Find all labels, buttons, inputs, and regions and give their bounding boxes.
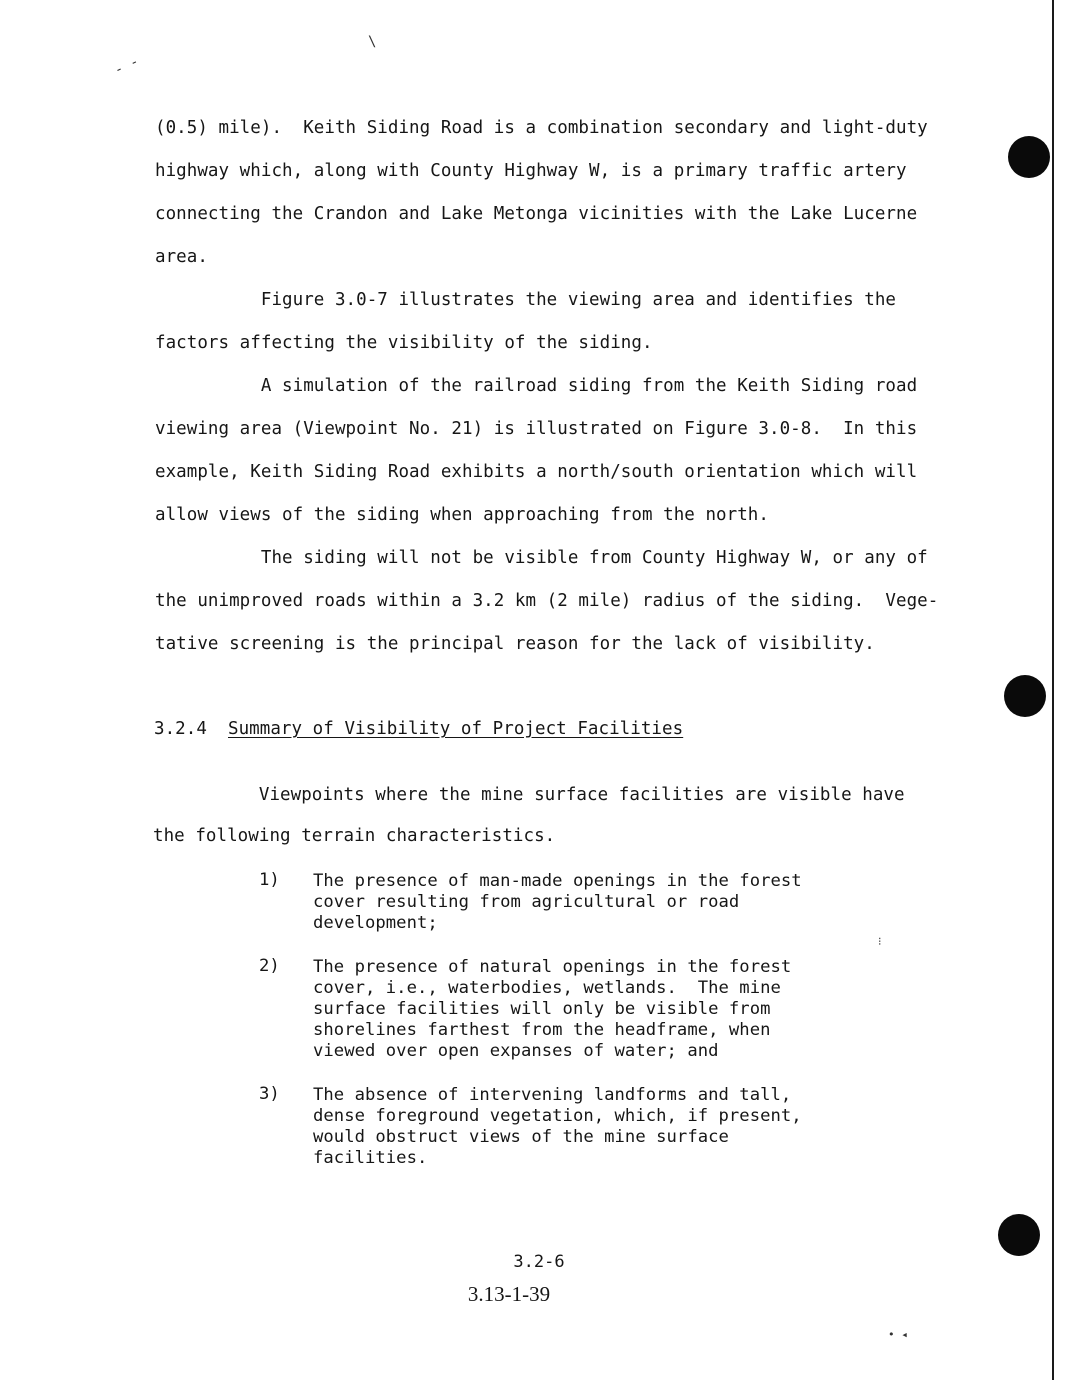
text-line: The presence of natural openings in the forest xyxy=(313,957,792,977)
text-line: dense foreground vegetation, which, if present, xyxy=(313,1106,802,1126)
text-line: The presence of man-made openings in the forest xyxy=(313,871,802,891)
text-line: the unimproved roads within a 3.2 km (2 mile) radius of the siding. Vege- xyxy=(155,591,939,611)
page-edge-line xyxy=(1052,0,1054,1380)
document-number: 3.13-1-39 xyxy=(467,1282,551,1306)
text-line: The absence of intervening landforms and tall, xyxy=(313,1085,792,1105)
text-line: A simulation of the railroad siding from the Keith Siding road xyxy=(155,376,918,396)
section-title: Summary of Visibility of Project Facilities xyxy=(228,719,684,739)
text-line: development; xyxy=(313,913,438,933)
text-line: (0.5) mile). Keith Siding Road is a combination secondary and light-duty xyxy=(155,118,928,138)
text-line: factors affecting the visibility of the siding. xyxy=(155,333,653,353)
punch-hole-top xyxy=(1008,136,1050,178)
page-number: 3.2-6 xyxy=(513,1252,565,1272)
punch-hole-middle xyxy=(1004,675,1046,717)
text-line: viewing area (Viewpoint No. 21) is illustrated on Figure 3.0-8. In this xyxy=(155,419,918,439)
text-line: surface facilities will only be visible from xyxy=(313,999,771,1019)
list-marker: 3) xyxy=(259,1084,280,1104)
scan-mark: - - xyxy=(111,53,142,79)
text-line: viewed over open expanses of water; and xyxy=(313,1041,719,1061)
text-line: shorelines farthest from the headframe, when xyxy=(313,1020,771,1040)
list-marker: 2) xyxy=(259,956,280,976)
text-line: area. xyxy=(155,247,208,267)
scan-mark: \ xyxy=(368,34,377,50)
text-line: facilities. xyxy=(313,1148,428,1168)
text-line: The siding will not be visible from County Highway W, or any of xyxy=(155,548,928,568)
punch-hole-bottom xyxy=(998,1214,1040,1256)
text-line: would obstruct views of the mine surface xyxy=(313,1127,729,1147)
text-line: connecting the Crandon and Lake Metonga vicinities with the Lake Lucerne xyxy=(155,204,918,224)
text-line: highway which, along with County Highway W, is a primary traffic artery xyxy=(155,161,907,181)
text-line: example, Keith Siding Road exhibits a north/south orientation which will xyxy=(155,462,918,482)
text-line: the following terrain characteristics. xyxy=(153,826,556,846)
text-line: tative screening is the principal reason for the lack of visibility. xyxy=(155,634,875,654)
text-line: cover, i.e., waterbodies, wetlands. The mine xyxy=(313,978,781,998)
scan-mark: ⁝ xyxy=(878,935,882,948)
scan-mark: • ◂ xyxy=(888,1328,908,1341)
text-line: Viewpoints where the mine surface facilities are visible have xyxy=(153,785,905,805)
section-number: 3.2.4 xyxy=(154,719,207,739)
list-marker: 1) xyxy=(259,870,280,890)
text-line: cover resulting from agricultural or road xyxy=(313,892,740,912)
text-line: allow views of the siding when approaching from the north. xyxy=(155,505,769,525)
text-line: Figure 3.0-7 illustrates the viewing area and identifies the xyxy=(155,290,897,310)
